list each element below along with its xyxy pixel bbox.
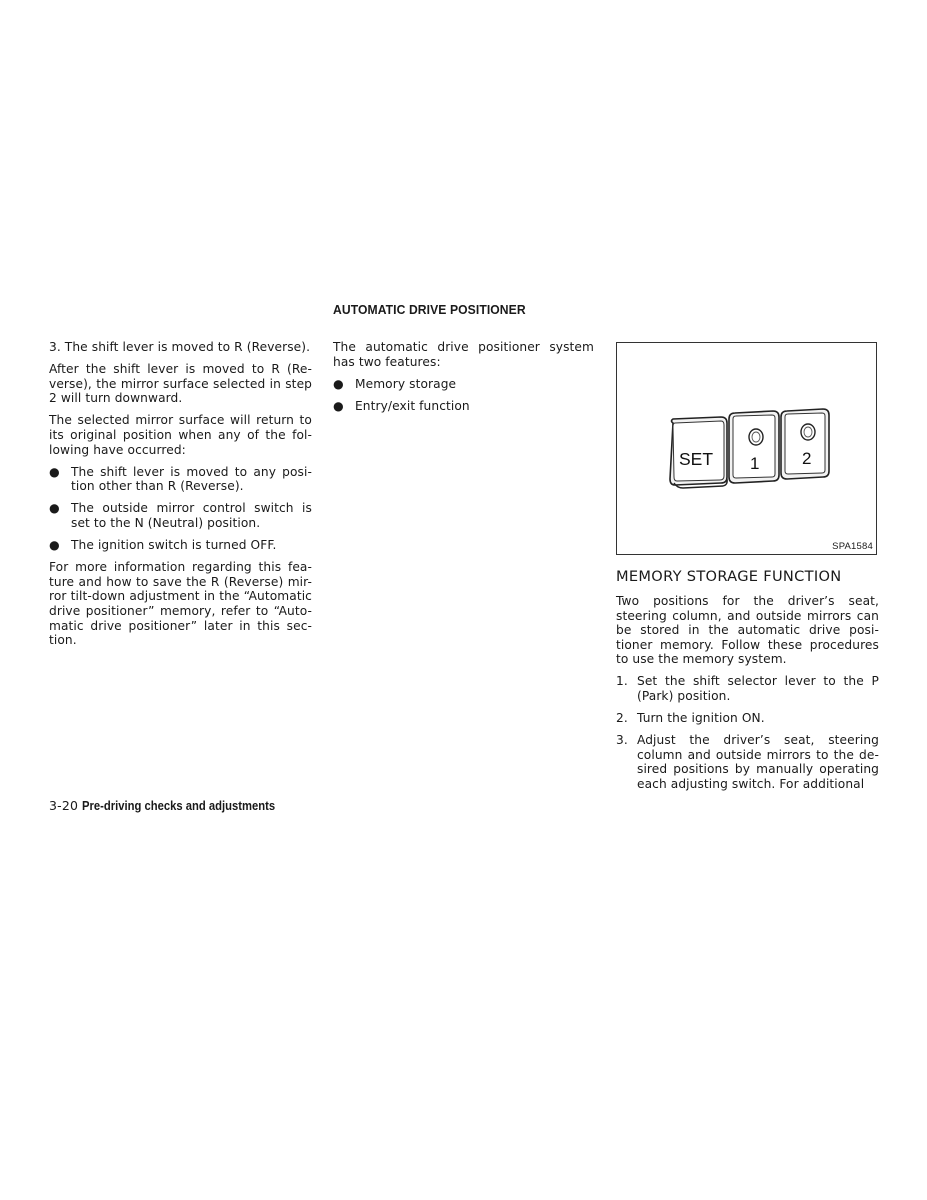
bullet-text: The shift lever is moved to any posi-tion other than R (Reverse). — [71, 464, 312, 494]
paragraph-return-conditions: The selected mirror surface will return to its original position when any of the fol-lowing have occurred: — [49, 413, 312, 457]
list-item — [49, 501, 312, 530]
memory-buttons-drawing — [617, 343, 876, 554]
memory-button-2-label: 2 — [802, 449, 812, 468]
memory-switch-illustration — [616, 342, 877, 555]
bullet-icon: ● — [333, 376, 344, 391]
memory-button-1-label: 1 — [750, 454, 760, 473]
list-item — [49, 465, 312, 494]
figure-code: SPA1584 — [832, 541, 873, 552]
set-button-drawing — [670, 417, 727, 488]
middle-column — [333, 340, 594, 421]
list-item — [616, 674, 879, 703]
step-number: 2. — [616, 711, 628, 726]
bullet-text: The outside mirror control switch is set to the N (Neutral) position. — [71, 501, 312, 530]
list-item — [616, 733, 879, 791]
page-number: 3-20 — [49, 798, 79, 813]
right-column — [616, 568, 879, 799]
section-heading: AUTOMATIC DRIVE POSITIONER — [333, 302, 526, 317]
paragraph-reverse-mirror: After the shift lever is moved to R (Re-verse), the mirror surface selected in step 2 will turn downward. — [49, 362, 312, 406]
page-footer — [49, 798, 297, 813]
step-number: 3. — [616, 733, 628, 748]
step-text: Turn the ignition ON. — [637, 711, 765, 726]
step-3-text: 3. The shift lever is moved to R (Reverse). — [49, 340, 311, 354]
paragraph-memory-intro: Two positions for the driver’s seat, steering column, and outside mirrors can be stored in the automatic drive posi-tioner memory. Follow these procedures to use the memory system. — [616, 594, 879, 667]
list-item — [333, 377, 594, 392]
bullet-text: The ignition switch is turned OFF. — [71, 538, 277, 553]
memory-button-1-drawing — [729, 411, 779, 483]
paragraph-system-intro: The automatic drive positioner system has two features: — [333, 340, 594, 369]
bullet-icon: ● — [49, 538, 60, 553]
set-button-label: SET — [679, 449, 714, 469]
memory-button-2-drawing — [781, 409, 829, 479]
bullet-text: Memory storage — [355, 376, 457, 391]
list-item — [616, 711, 879, 726]
bullet-text: Entry/exit function — [355, 398, 470, 413]
memory-storage-heading: MEMORY STORAGE FUNCTION — [616, 568, 842, 585]
step-text: Set the shift selector lever to the P (Park) position. — [637, 674, 879, 704]
list-item — [333, 399, 594, 414]
footer-section-title: Pre-driving checks and adjustments — [82, 799, 276, 813]
bullet-icon: ● — [49, 501, 60, 516]
step-number: 1. — [616, 674, 628, 689]
step-text: Adjust the driver’s seat, steering column and outside mirrors to the de-sired positions by manually operating each adjusting switch. For additional — [637, 733, 879, 792]
left-column — [49, 340, 312, 655]
bullet-icon: ● — [49, 464, 60, 479]
list-item — [49, 538, 312, 553]
bullet-icon: ● — [333, 398, 344, 413]
paragraph-more-information: For more information regarding this fea-ture and how to save the R (Reverse) mir-ror tilt-down adjustment in the “Automatic drive positioner” memory, refer to “Auto-matic drive positioner” later in this sec-tion. — [49, 560, 312, 648]
